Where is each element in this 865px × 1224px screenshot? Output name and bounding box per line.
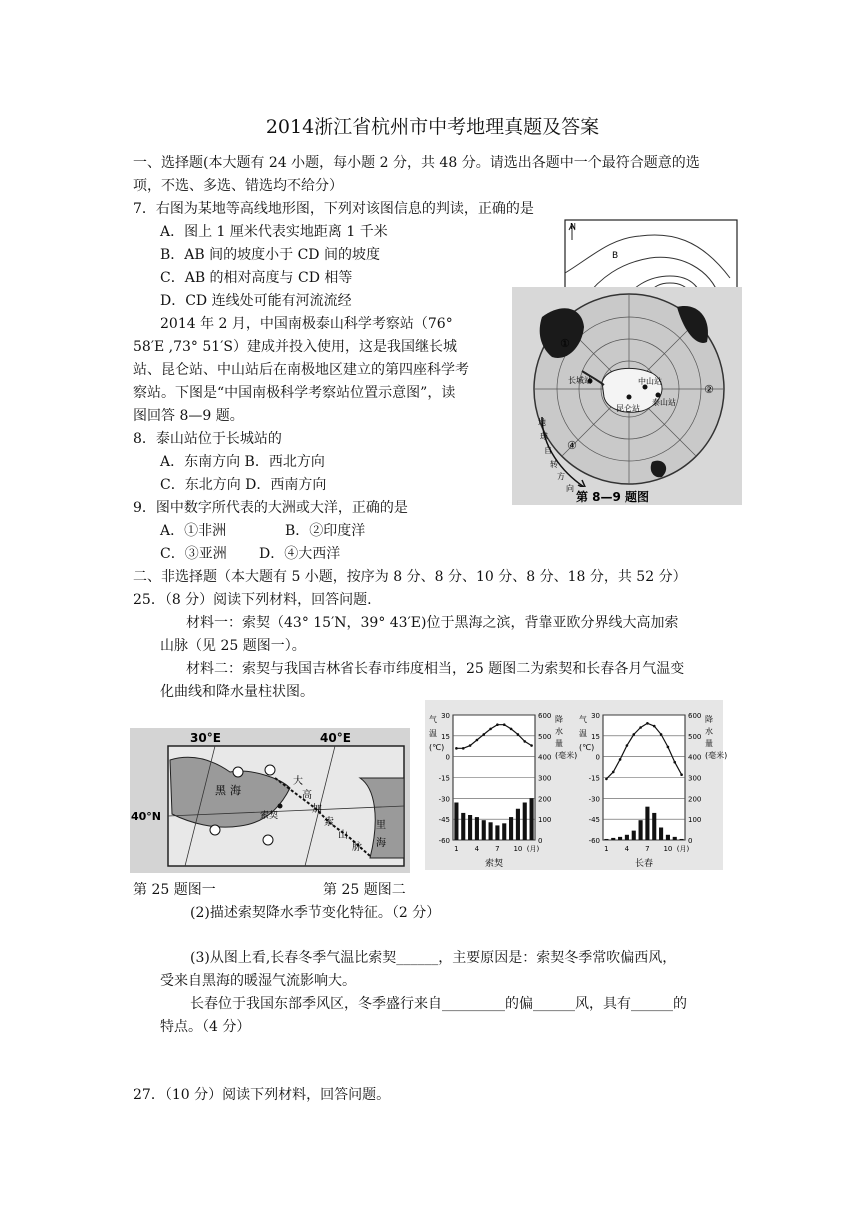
temperature-point	[653, 725, 656, 728]
precip-tick: 200	[538, 795, 552, 804]
month-tick: 4	[624, 845, 630, 853]
precip-tick: 100	[688, 816, 702, 825]
label-b: B	[612, 251, 619, 261]
passage-line3: 站、昆仑站、中山站后在南极地区建立的第四座科学考	[133, 362, 469, 378]
chart-city-name: 索契	[484, 859, 504, 869]
precip-bar	[502, 823, 506, 840]
black-sea-2: 海	[230, 784, 241, 797]
figure-caption-2: 第 25 题图二	[323, 882, 406, 898]
precip-axis-label: 降	[705, 715, 713, 724]
precip-bar	[516, 809, 520, 840]
temperature-point	[510, 728, 513, 731]
temperature-point	[612, 771, 615, 774]
precip-bar	[530, 798, 534, 840]
q9-stem: 9．图中数字所代表的大洲或大洋，正确的是	[133, 500, 408, 516]
precip-bar	[495, 825, 499, 840]
svg-text:山: 山	[338, 830, 348, 841]
precip-tick: 500	[538, 732, 552, 741]
globe-caption: 第 8—9 题图	[576, 490, 650, 504]
precip-tick: 200	[688, 795, 702, 804]
temperature-point	[530, 744, 533, 747]
svg-text:索: 索	[324, 817, 334, 828]
precip-bar	[673, 837, 677, 840]
chart-city-name: 长春	[634, 859, 654, 869]
precip-bar	[680, 839, 684, 840]
precip-tick: 400	[538, 753, 552, 762]
q25-part3-line2: 受来自黑海的暖湿气流影响大。	[160, 973, 356, 989]
q25-stem: 25．（8 分）阅读下列材料，回答问题.	[133, 592, 372, 608]
q25-part2: (2)描述索契降水季节变化特征。（2 分）	[190, 905, 441, 921]
svg-text:自: 自	[544, 446, 552, 455]
month-tick: 7	[495, 845, 500, 853]
passage-line2: 58′E ,73° 51′S）建成并投入使用，这是我国继长城	[133, 339, 457, 355]
precip-bar	[666, 835, 670, 840]
precip-bar	[632, 831, 636, 840]
temperature-point	[523, 740, 526, 743]
precip-bar	[604, 839, 608, 840]
temperature-point	[517, 733, 520, 736]
temp-axis-label: 气	[429, 715, 437, 724]
temp-tick: -30	[438, 795, 450, 804]
temp-tick: 30	[441, 712, 450, 720]
svg-text:高: 高	[302, 790, 312, 801]
temp-axis-label: 温	[579, 729, 587, 738]
precip-bar	[454, 803, 458, 841]
temperature-point	[462, 747, 465, 750]
precip-bar	[475, 817, 479, 840]
svg-text:球: 球	[540, 432, 548, 441]
temp-axis-label: (℃)	[579, 743, 595, 752]
precip-bar	[509, 817, 513, 840]
precip-axis-label: (毫米)	[555, 751, 578, 760]
q25-material1-line1: 材料一：索契（43° 15′N，39° 43′E)位于黑海之滨，背靠亚欧分界线大高加索	[186, 615, 679, 631]
q7-option-d: D．CD 连线处可能有河流流经	[160, 293, 352, 309]
temp-tick: -15	[588, 774, 600, 783]
q8-options-ab: A．东南方向 B．西北方向	[160, 454, 325, 470]
temperature-point	[476, 739, 479, 742]
precip-bar	[618, 837, 622, 840]
passage-line5: 图回答 8—9 题。	[133, 408, 244, 424]
temperature-point	[626, 744, 629, 747]
precip-tick: 600	[688, 712, 702, 720]
north-label: N	[570, 222, 576, 231]
caspian-2: 海	[376, 838, 386, 849]
q9-option-c: C．③亚洲	[160, 546, 227, 562]
lon-40e: 40°E	[320, 731, 351, 745]
q8-options-cd: C．东北方向 D．西南方向	[160, 477, 327, 493]
climate-charts	[425, 700, 728, 870]
precip-bar	[659, 828, 663, 841]
precip-bar	[468, 815, 472, 840]
month-unit: (月)	[676, 845, 690, 853]
q25-part3-line1: (3)从图上看,长春冬季气温比索契______，主要原因是：索契冬季常吹偏西风，	[190, 950, 677, 966]
temperature-point	[680, 773, 683, 776]
precip-tick: 400	[688, 753, 702, 762]
q8-stem: 8．泰山站位于长城站的	[133, 431, 282, 447]
precip-bar	[645, 807, 649, 840]
svg-text:方: 方	[557, 472, 565, 481]
temperature-point	[646, 722, 649, 725]
temp-tick: 15	[441, 732, 450, 741]
q25-part3-line3: 长春位于我国东部季风区，冬季盛行来自_________的偏______风，具有______的	[190, 996, 687, 1012]
temp-tick: 15	[591, 732, 600, 741]
q25-part3-line4: 特点。（4 分）	[160, 1019, 251, 1035]
temperature-point	[660, 733, 663, 736]
black-sea-1: 黑	[215, 784, 226, 797]
temperature-point	[605, 778, 608, 781]
precip-bar	[523, 803, 527, 841]
caspian-1: 里	[376, 820, 386, 831]
temperature-point	[489, 728, 492, 731]
page-title: 2014浙江省杭州市中考地理真题及答案	[265, 116, 600, 138]
antarctic-globe-figure	[512, 287, 742, 505]
precip-axis-label: 水	[555, 727, 563, 736]
temp-tick: 0	[445, 753, 450, 762]
precip-bar	[639, 820, 643, 840]
precip-axis-label: 水	[705, 727, 713, 736]
q7-option-a: A．图上 1 厘米代表实地距离 1 千米	[160, 224, 388, 240]
q9-option-d: D．④大西洋	[259, 546, 341, 562]
temp-tick: 30	[591, 712, 600, 720]
svg-text:加: 加	[312, 804, 322, 815]
month-tick: 4	[474, 845, 480, 853]
marker-4: ④	[567, 439, 577, 452]
precip-tick: 0	[538, 837, 543, 845]
lon-30e: 30°E	[190, 731, 221, 745]
precip-bar	[461, 813, 465, 840]
lat-40n: 40°N	[131, 810, 162, 823]
q7-option-c: C．AB 的相对高度与 CD 相等	[160, 270, 353, 286]
precip-axis-label: (毫米)	[705, 751, 728, 760]
svg-text:大: 大	[293, 776, 303, 787]
precip-tick: 500	[688, 732, 702, 741]
marker-2: ②	[704, 383, 714, 396]
precip-tick: 300	[688, 774, 702, 783]
q25-material2-line2: 化曲线和降水量柱状图。	[160, 684, 314, 700]
precip-bar	[489, 822, 493, 840]
temp-tick: -60	[588, 837, 600, 845]
temp-tick: -15	[438, 774, 450, 783]
q25-material1-line2: 山脉（见 25 题图一）。	[160, 638, 306, 654]
sochi-map	[130, 728, 410, 873]
temperature-point	[639, 726, 642, 729]
passage-line4: 察站。下图是“中国南极科学考察站位置示意图”，读	[133, 385, 456, 401]
month-unit: (月)	[526, 845, 540, 853]
temperature-point	[455, 747, 458, 750]
section1-line1: 一、选择题(本大题有 24 小题，每小题 2 分，共 48 分。请选出各题中一个最符合题意的选	[133, 155, 700, 171]
q25-material2-line1: 材料二：索契与我国吉林省长春市纬度相当，25 题图二为索契和长春各月气温变	[186, 661, 685, 677]
svg-text:转: 转	[550, 460, 558, 469]
svg-text:向: 向	[566, 484, 574, 493]
passage-line1: 2014 年 2 月，中国南极泰山科学考察站（76°	[160, 316, 453, 332]
temperature-point	[503, 723, 506, 726]
temp-axis-label: 温	[429, 729, 437, 738]
temperature-point	[496, 723, 499, 726]
section2-heading: 二、非选择题（本大题有 5 小题，按序为 8 分、8 分、10 分、8 分、18 分，共 52 分）	[133, 569, 687, 585]
station-kunlun: 昆仑站	[616, 404, 640, 413]
precip-bar	[625, 835, 629, 840]
q9-option-a: A．①非洲	[160, 523, 227, 539]
month-tick: 1	[454, 845, 459, 853]
q9-option-b: B．②印度洋	[285, 523, 366, 539]
precip-bar	[652, 813, 656, 840]
station-taishan: 泰山站	[652, 398, 676, 407]
temperature-point	[619, 758, 622, 761]
temp-tick: -45	[588, 816, 600, 825]
temp-tick: 0	[595, 753, 600, 762]
temperature-point	[667, 746, 670, 749]
marker-1: ①	[560, 337, 570, 350]
svg-text:脉: 脉	[352, 842, 362, 853]
q27-stem: 27．（10 分）阅读下列材料，回答问题。	[133, 1087, 391, 1103]
temperature-point	[482, 733, 485, 736]
precip-bar	[482, 820, 486, 840]
precip-tick: 300	[538, 774, 552, 783]
precip-axis-label: 量	[705, 739, 713, 748]
temp-tick: -30	[588, 795, 600, 804]
q7-stem: 7．右图为某地等高线地形图，下列对该图信息的判读，正确的是	[133, 201, 534, 217]
figure-caption-1: 第 25 题图一	[133, 882, 216, 898]
temp-axis-label: 气	[579, 715, 587, 724]
sochi-label: 索契	[260, 811, 279, 821]
temp-tick: -45	[438, 816, 450, 825]
precip-bar	[611, 838, 615, 840]
precip-tick: 600	[538, 712, 552, 720]
q7-option-b: B．AB 间的坡度小于 CD 间的坡度	[160, 247, 380, 263]
temperature-point	[673, 761, 676, 764]
precip-axis-label: 降	[555, 715, 563, 724]
month-tick: 10	[663, 845, 673, 853]
temp-tick: -60	[438, 837, 450, 845]
month-tick: 10	[513, 845, 523, 853]
section1-line2: 项，不选、多选、错选均不给分）	[133, 178, 343, 194]
precip-tick: 0	[688, 837, 693, 845]
svg-text:地: 地	[538, 418, 546, 427]
precip-tick: 100	[538, 816, 552, 825]
temp-axis-label: (℃)	[429, 743, 445, 752]
station-zhongshan: 中山站	[638, 377, 662, 386]
precip-axis-label: 量	[555, 739, 563, 748]
temperature-point	[469, 744, 472, 747]
temperature-point	[632, 733, 635, 736]
month-tick: 7	[645, 845, 650, 853]
month-tick: 1	[604, 845, 609, 853]
station-changcheng: 长城站	[568, 376, 592, 385]
